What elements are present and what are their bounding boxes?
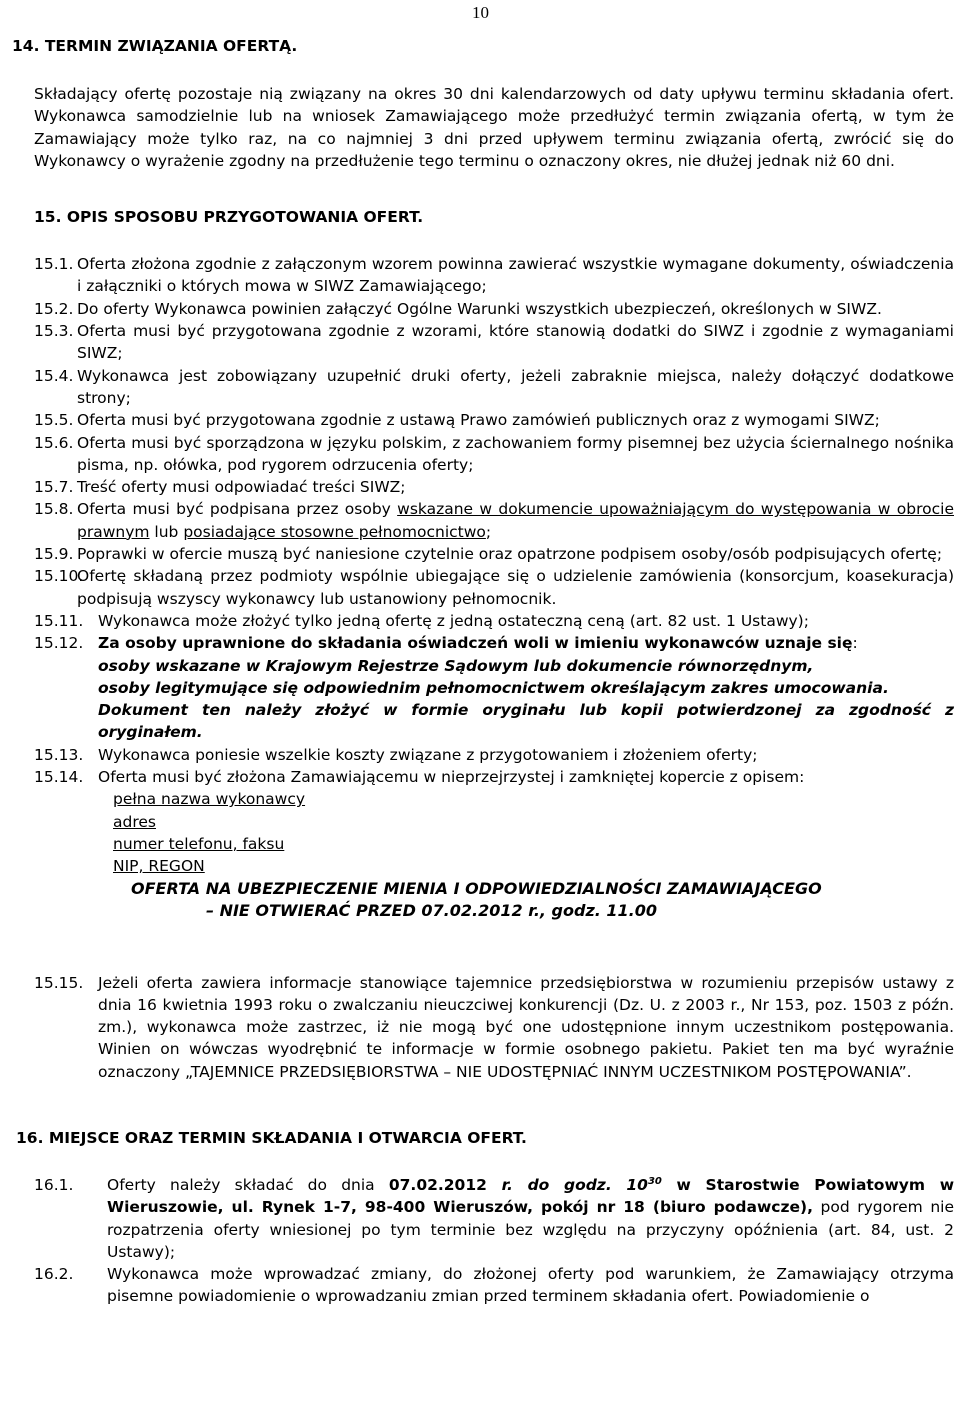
- list-item: [34, 432, 954, 477]
- item-text: Jeżeli oferta zawiera informacje stanowiące tajemnice przedsiębiorstwa w rozumieniu przepisów ustawy z dnia 16 kwietnia 1993 roku o zwalczaniu nieuczciwej konkurencji (Dz. U. z 2003 r., Nr 153, poz. 1503 z późn. zm.), wykonawca może zastrzec, iż nie mogą być one udostępnione innym uczestnikom postępowania. Winien on wówczas wyodrębnić te informacje w formie osobnego pakietu. Pakiet ten ma być wyraźnie oznaczony „TAJEMNICE PRZEDSIĘBIORSTWA – NIE UDOSTĘPNIAĆ INNYM UCZESTNIKOM POSTĘPOWANIA”.: [98, 973, 954, 1081]
- item-text: Poprawki w ofercie muszą być naniesione czytelnie oraz opatrzone podpisem osoby/osób podpisujących ofertę;: [77, 545, 943, 564]
- item-text-part: pod rygorem nie rozpatrzenia oferty wniesionej po tym terminie bez względu na przyczyny opóźnienia (art. 84, ust. 2 Ustawy);: [107, 1198, 954, 1261]
- item-number: 15.13.: [34, 745, 84, 764]
- item-number: 15.9.: [34, 545, 74, 564]
- item-number: 15.5.: [34, 411, 74, 430]
- bold-italic-text: osoby wskazane w Krajowym Rejestrze Sądowym lub dokumencie równorzędnym,: [98, 656, 814, 675]
- item-number: 15.6.: [34, 433, 74, 452]
- item-text: Wykonawca jest zobowiązany uzupełnić druki oferty, jeżeli zabraknie miejsca, należy dołączyć dodatkowe strony;: [77, 366, 954, 407]
- list-item: [34, 320, 954, 365]
- item-number: 15.3.: [34, 322, 74, 341]
- list-item: [34, 972, 954, 1083]
- item-text: Treść oferty musi odpowiadać treści SIWZ;: [77, 478, 406, 497]
- section-15-title: 15. OPIS SPOSOBU PRZYGOTOWANIA OFERT.: [34, 208, 424, 227]
- section-16-title: 16. MIEJSCE ORAZ TERMIN SKŁADANIA I OTWARCIA OFERT.: [16, 1128, 527, 1147]
- section-14-title: 14. TERMIN ZWIĄZANIA OFERTĄ.: [12, 37, 298, 55]
- item-number: 15.14.: [34, 768, 84, 787]
- envelope-banner: – NIE OTWIERAĆ PRZED 07.02.2012 r., godz. 11.00: [206, 900, 658, 920]
- item-text: Oferta musi być sporządzona w języku polskim, z zachowaniem formy pisemnej bez użycia ściernalnego nośnika pisma, np. ołówka, pod rygorem odrzucenia oferty;: [77, 433, 954, 474]
- envelope-line: adres: [113, 812, 156, 831]
- envelope-banner: OFERTA NA UBEZPIECZENIE MIENIA I ODPOWIEDZIALNOŚCI ZAMAWIAJĄCEGO: [131, 878, 822, 898]
- item-text-part: ;: [485, 522, 492, 541]
- item-text: [77, 498, 954, 543]
- list-item: [34, 610, 954, 632]
- bold-italic-text: 10: [626, 1175, 648, 1194]
- item-number: 16.1.: [34, 1175, 74, 1194]
- item-text: Oferta musi być przygotowana zgodnie z wzorami, które stanowią dodatki do SIWZ i zgodnie z wymaganiami SIWZ;: [77, 322, 954, 363]
- envelope-line: pełna nazwa wykonawcy: [113, 790, 306, 809]
- list-item: [34, 632, 954, 743]
- item-text-part: Oferta musi być podpisana przez osoby: [77, 500, 398, 519]
- bold-italic-text: Dokument ten należy złożyć w formie oryginału lub kopii potwierdzonej za zgodność z oryginałem.: [98, 701, 954, 742]
- item-text: Wykonawca może złożyć tylko jedną ofertę z jedną ostateczną ceną (art. 82 ust. 1 Ustawy);: [98, 611, 809, 630]
- list-item: [34, 766, 954, 788]
- page-number: 10: [472, 3, 489, 22]
- item-text-part: :: [852, 634, 858, 653]
- item-number: 15.10.: [34, 567, 84, 586]
- item-text: [107, 1174, 954, 1263]
- list-item: [34, 744, 954, 766]
- item-text: Wykonawca może wprowadzać zmiany, do złożonej oferty pod warunkiem, że Zamawiający otrzyma pisemne powiadomienie o wprowadzaniu zmian przed terminem składania ofert. Powiadomienie o: [107, 1265, 954, 1306]
- bold-italic-text: r. do godz.: [486, 1175, 627, 1194]
- item-number: 15.4.: [34, 366, 74, 385]
- envelope-line: NIP, REGON: [113, 857, 205, 876]
- envelope-line: numer telefonu, faksu: [113, 834, 285, 853]
- superscript: 30: [647, 1175, 662, 1187]
- list-item: [34, 565, 954, 610]
- item-text: Do oferty Wykonawca powinien załączyć Ogólne Warunki wszystkich ubezpieczeń, określonych w SIWZ.: [77, 299, 882, 318]
- item-number: 15.15.: [34, 973, 84, 992]
- list-item: [34, 253, 954, 298]
- item-text-part: Oferty należy składać do dnia: [107, 1175, 389, 1194]
- item-text: [98, 632, 954, 743]
- list-item: [34, 409, 954, 431]
- underlined-text: posiadające stosowne pełnomocnictwo: [183, 522, 486, 541]
- item-text: Oferta musi być przygotowana zgodnie z ustawą Prawo zamówień publicznych oraz z wymogami SIWZ;: [77, 411, 880, 430]
- list-item: [34, 476, 954, 498]
- item-number: 15.12.: [34, 634, 84, 653]
- bold-text: 07.02.2012: [388, 1175, 487, 1194]
- list-item: [34, 1263, 954, 1308]
- item-number: 16.2.: [34, 1265, 74, 1284]
- item-text: Ofertę składaną przez podmioty wspólnie ubiegające się o udzielenie zamówienia (konsorcjum, koasekuracja) podpisują wszyscy wykonawcy lub ustanowiony pełnomocnik.: [77, 567, 954, 608]
- item-number: 15.11.: [34, 611, 84, 630]
- list-item: [34, 365, 954, 410]
- item-text: Oferta musi być złożona Zamawiającemu w nieprzejrzystej i zamkniętej kopercie z opisem:: [98, 768, 805, 787]
- list-item: [34, 498, 954, 543]
- bold-text: Za osoby uprawnione do składania oświadczeń woli w imieniu wykonawców uznaje się: [98, 634, 853, 653]
- item-number: 15.7.: [34, 478, 74, 497]
- item-text: Wykonawca poniesie wszelkie koszty związane z przygotowaniem i złożeniem oferty;: [98, 745, 758, 764]
- section-14-paragraph: Składający ofertę pozostaje nią związany na okres 30 dni kalendarzowych od daty upływu terminu składania ofert. Wykonawca samodzielnie lub na wniosek Zamawiającego może przedłużyć termin związania ofertą, w tym że Zamawiający może tylko raz, na co najmniej 3 dni przed upływem terminu związania ofertą, zwrócić się do Wykonawcy o wyrażenie zgodny na przedłużenie tego terminu o oznaczony okres, nie dłużej jednak niż 60 dni.: [34, 85, 954, 170]
- item-number: 15.8.: [34, 500, 74, 519]
- list-item: [34, 1174, 954, 1263]
- list-item: [34, 543, 954, 565]
- list-item: [34, 298, 954, 320]
- underlined-text: wskazane w dokumencie upoważniającym do występowania w obrocie prawnym: [77, 500, 954, 541]
- item-text-part: lub: [149, 522, 184, 541]
- item-text: Oferta złożona zgodnie z załączonym wzorem powinna zawierać wszystkie wymagane dokumenty, oświadczenia i załączniki o których mowa w SIWZ Zamawiającego;: [77, 255, 954, 296]
- bold-text: w Starostwie Powiatowym w Wieruszowie, ul. Rynek 1-7, 98-400 Wieruszów, pokój nr 18 (biuro podawcze),: [107, 1175, 955, 1217]
- document-page: [12, 35, 955, 1308]
- item-number: 15.2.: [34, 299, 74, 318]
- envelope-description: [113, 788, 954, 877]
- item-number: 15.1.: [34, 255, 74, 274]
- bold-italic-text: osoby legitymujące się odpowiednim pełnomocnictwem określającym zakres umocowania.: [98, 678, 889, 697]
